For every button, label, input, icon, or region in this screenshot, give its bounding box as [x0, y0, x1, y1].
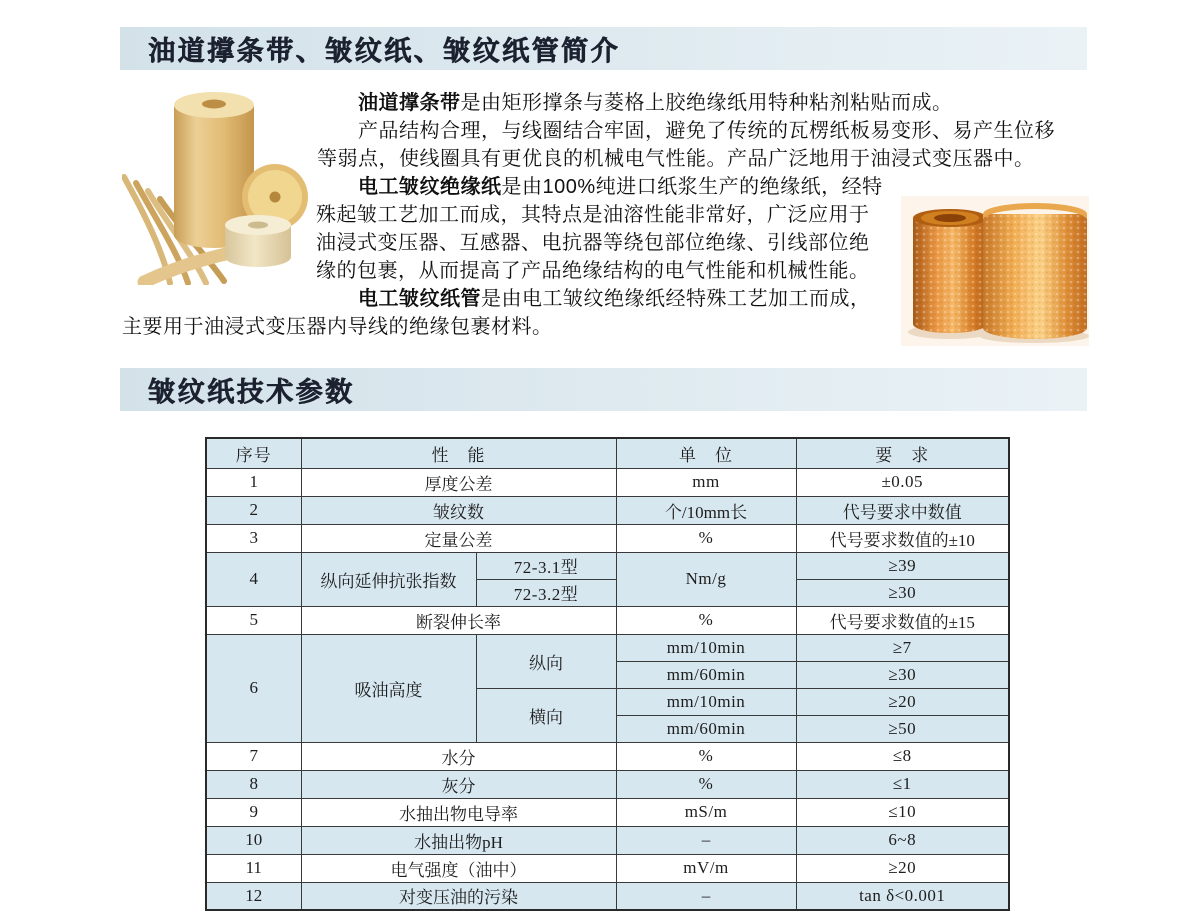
cell-direction: 纵向	[476, 634, 616, 688]
cell-req: ≥39	[796, 552, 1009, 579]
cell-unit: mm	[616, 468, 796, 496]
cell-req: 代号要求中数值	[796, 496, 1009, 524]
cell-req: ≥30	[796, 579, 1009, 606]
table-row	[206, 798, 1009, 826]
cell-unit: Nm/g	[616, 552, 796, 606]
cell-unit: mS/m	[616, 798, 796, 826]
cell-perf: 吸油高度	[301, 634, 476, 742]
paper-rolls-image	[122, 85, 317, 285]
table-row	[206, 882, 1009, 910]
table-row	[206, 496, 1009, 524]
column-header-no: 序号	[206, 438, 301, 468]
cell-no: 12	[206, 882, 301, 910]
cell-no: 2	[206, 496, 301, 524]
big-roll-core	[202, 100, 226, 109]
table-row	[206, 552, 1009, 579]
cell-perf: 水分	[301, 742, 616, 770]
intro-line	[316, 231, 870, 255]
spec-table	[205, 437, 1010, 911]
cell-direction: 横向	[476, 688, 616, 742]
intro-bold-term: 电工皱纹纸管	[358, 288, 481, 310]
cell-req: ≥30	[796, 661, 1009, 688]
cell-no: 10	[206, 826, 301, 854]
disc-roll-core	[270, 192, 281, 203]
table-row	[206, 634, 1009, 661]
cell-req: ≤10	[796, 798, 1009, 826]
table-header-row	[206, 438, 1009, 468]
cell-unit: mm/60min	[616, 661, 796, 688]
crepe-rolls-image	[901, 196, 1089, 346]
crepe-roll-left-core	[934, 214, 966, 222]
intro-text: 殊起皱工艺加工而成，其特点是油溶性能非常好，广泛应用于	[316, 204, 870, 226]
small-roll-core	[248, 222, 268, 229]
intro-bold-term: 油道撑条带	[358, 92, 461, 114]
cell-req: ≥20	[796, 688, 1009, 715]
cell-perf: 定量公差	[301, 524, 616, 552]
intro-text: 等弱点，使线圈具有更优良的机械电气性能。产品广泛地用于油浸式变压器中。	[317, 148, 1035, 170]
intro-line	[317, 147, 1035, 171]
cell-no: 9	[206, 798, 301, 826]
cell-unit: %	[616, 770, 796, 798]
cell-perf: 纵向延伸抗张指数	[301, 552, 476, 606]
cell-unit: mm/60min	[616, 715, 796, 742]
cell-perf: 皱纹数	[301, 496, 616, 524]
cell-unit: –	[616, 882, 796, 910]
cell-no: 1	[206, 468, 301, 496]
cell-unit: %	[616, 606, 796, 634]
column-header-unit: 单 位	[616, 438, 796, 468]
section2-title: 皱纹纸技术参数	[148, 377, 355, 407]
cell-no: 3	[206, 524, 301, 552]
table-row	[206, 524, 1009, 552]
cell-req: ≤8	[796, 742, 1009, 770]
cell-perf: 断裂伸长率	[301, 606, 616, 634]
intro-line	[358, 287, 871, 311]
cell-unit: 个/10mm长	[616, 496, 796, 524]
section1-header-bar	[120, 27, 1087, 70]
table-row	[206, 854, 1009, 882]
intro-line	[358, 91, 953, 115]
table-row	[206, 468, 1009, 496]
intro-line	[358, 175, 883, 199]
cell-perf: 水抽出物电导率	[301, 798, 616, 826]
cell-req: tan δ<0.001	[796, 882, 1009, 910]
cell-perf: 水抽出物pH	[301, 826, 616, 854]
intro-line	[358, 119, 1055, 143]
intro-bold-term: 电工皱纹绝缘纸	[358, 176, 502, 198]
intro-text: 主要用于油浸式变压器内导线的绝缘包裹材料。	[122, 316, 553, 338]
cell-unit: mm/10min	[616, 634, 796, 661]
crepe-roll-right-texture	[983, 214, 1087, 339]
cell-req: ±0.05	[796, 468, 1009, 496]
intro-text: 油浸式变压器、互感器、电抗器等绕包部位绝缘、引线部位绝	[316, 232, 870, 254]
cell-type: 72-3.1型	[476, 552, 616, 579]
cell-perf: 厚度公差	[301, 468, 616, 496]
cell-req: 代号要求数值的±15	[796, 606, 1009, 634]
table-row	[206, 770, 1009, 798]
intro-text: 是由矩形撑条与菱格上胶绝缘纸用特种粘剂粘贴而成。	[460, 92, 953, 114]
cell-req: ≤1	[796, 770, 1009, 798]
cell-unit: mV/m	[616, 854, 796, 882]
column-header-perf: 性 能	[301, 438, 616, 468]
section2-header-bar	[120, 368, 1087, 411]
cell-no: 4	[206, 552, 301, 606]
intro-text: 是由100%纯进口纸浆生产的绝缘纸，经特	[501, 176, 883, 198]
cell-req: 6~8	[796, 826, 1009, 854]
cell-no: 11	[206, 854, 301, 882]
crepe-roll-left-texture	[913, 218, 987, 333]
cell-req: ≥20	[796, 854, 1009, 882]
cell-req: ≥50	[796, 715, 1009, 742]
intro-text: 是由电工皱纹绝缘纸经特殊工艺加工而成，	[481, 288, 871, 310]
intro-line	[316, 259, 870, 283]
cell-no: 8	[206, 770, 301, 798]
cell-unit: –	[616, 826, 796, 854]
section1-title: 油道撑条带、皱纹纸、皱纹纸管简介	[148, 36, 620, 66]
cell-unit: mm/10min	[616, 688, 796, 715]
intro-line	[316, 203, 870, 227]
table-row	[206, 606, 1009, 634]
cell-perf: 灰分	[301, 770, 616, 798]
intro-text: 缘的包裹，从而提高了产品绝缘结构的电气性能和机械性能。	[316, 260, 870, 282]
cell-perf: 电气强度（油中）	[301, 854, 616, 882]
cell-req: ≥7	[796, 634, 1009, 661]
table-row	[206, 742, 1009, 770]
cell-no: 7	[206, 742, 301, 770]
column-header-req: 要 求	[796, 438, 1009, 468]
cell-type: 72-3.2型	[476, 579, 616, 606]
table-row	[206, 826, 1009, 854]
intro-line	[122, 315, 553, 339]
cell-req: 代号要求数值的±10	[796, 524, 1009, 552]
cell-perf: 对变压油的污染	[301, 882, 616, 910]
cell-no: 6	[206, 634, 301, 742]
cell-no: 5	[206, 606, 301, 634]
intro-text: 产品结构合理，与线圈结合牢固，避免了传统的瓦楞纸板易变形、易产生位移	[358, 120, 1055, 142]
cell-unit: %	[616, 742, 796, 770]
cell-unit: %	[616, 524, 796, 552]
